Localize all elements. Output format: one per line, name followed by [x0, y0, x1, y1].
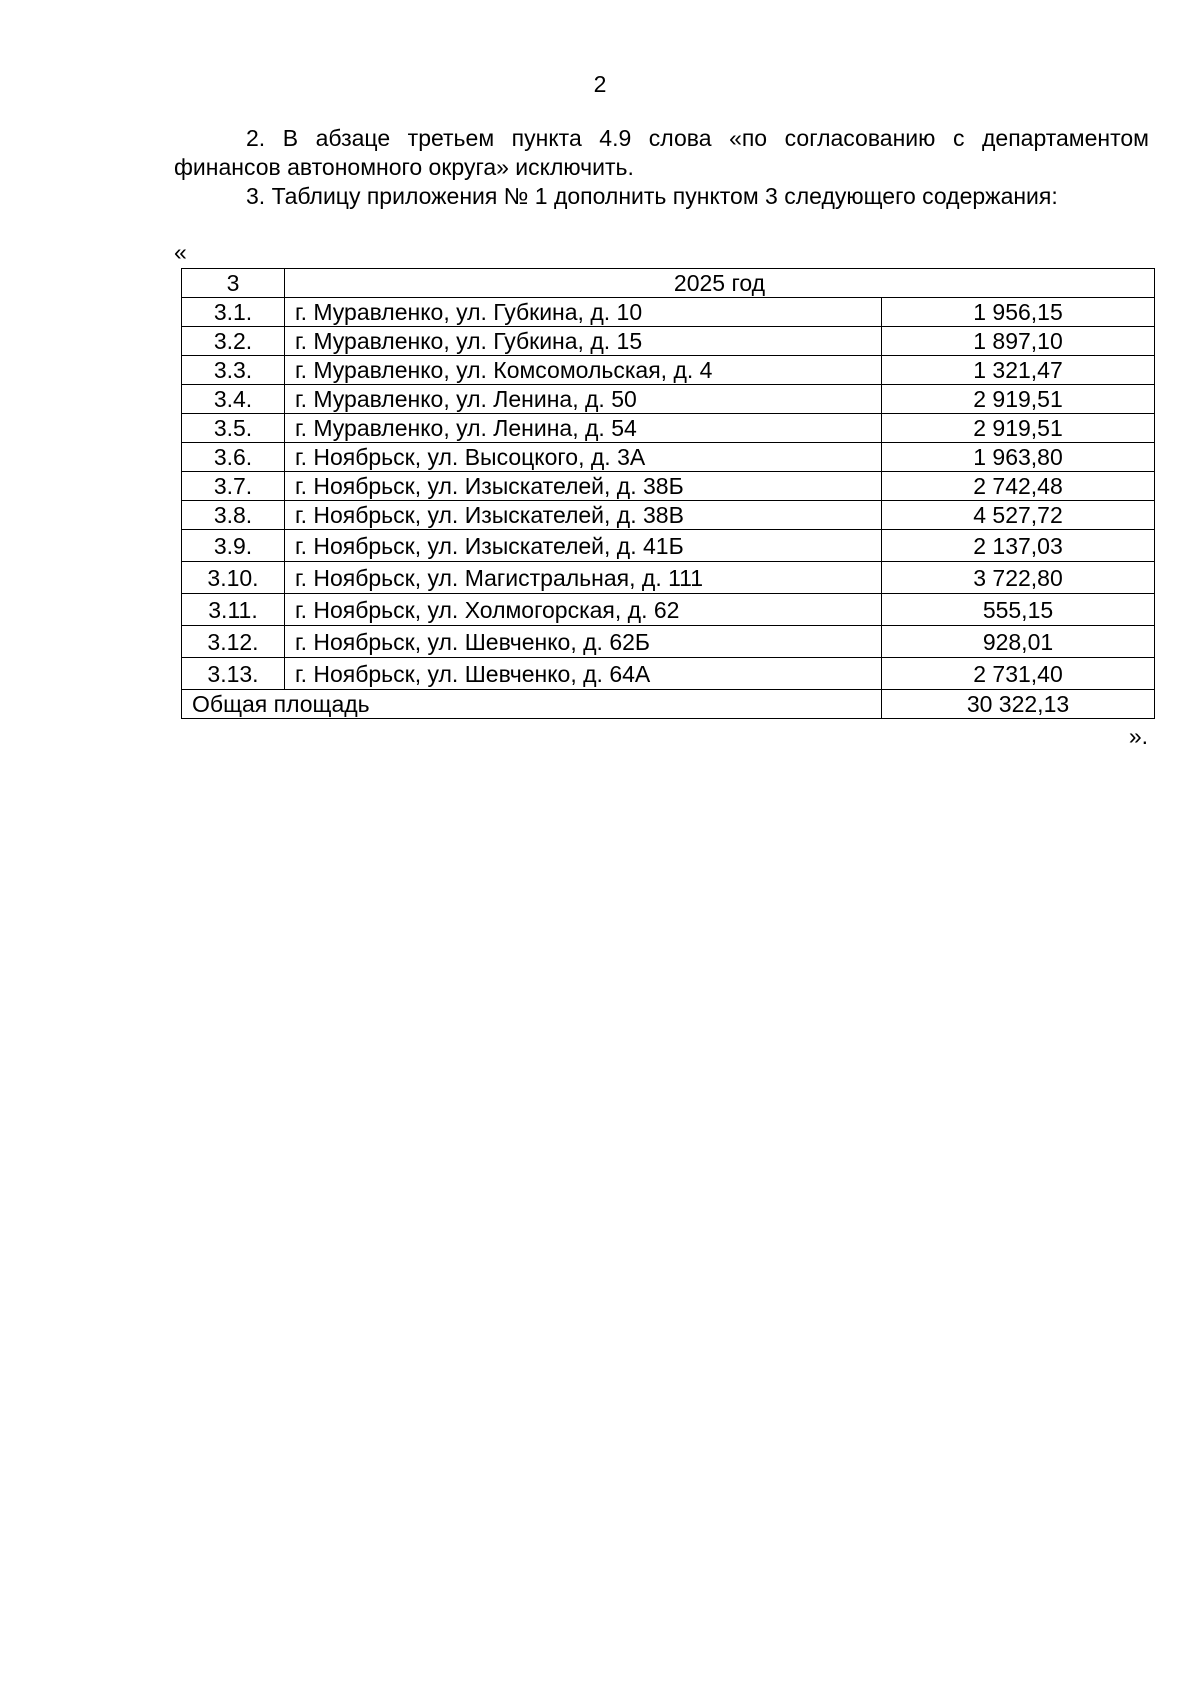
page-number: 2 [593, 71, 607, 97]
row-area-cell: 2 742,48 [882, 472, 1155, 501]
paragraph-2: 2. В абзаце третьем пункта 4.9 слова «по согласованию с департаментом финансов автономного округа» исключить. [174, 125, 1149, 180]
row-number-cell: 3.9. [182, 530, 285, 562]
row-area-cell: 928,01 [882, 626, 1155, 658]
row-area-cell: 2 731,40 [882, 658, 1155, 690]
row-number-cell: 3.12. [182, 626, 285, 658]
paragraph-3: 3. Таблицу приложения № 1 дополнить пунктом 3 следующего содержания: [246, 183, 1058, 209]
row-address-cell: г. Ноябрьск, ул. Магистральная, д. 111 [285, 562, 882, 594]
table-header-row [182, 269, 1155, 298]
row-area-cell: 2 919,51 [882, 414, 1155, 443]
total-label-cell: Общая площадь [182, 690, 882, 719]
table-total-row [182, 690, 1155, 719]
row-address-cell: г. Ноябрьск, ул. Высоцкого, д. 3А [285, 443, 882, 472]
table-row [182, 626, 1155, 658]
row-address-cell: г. Муравленко, ул. Комсомольская, д. 4 [285, 356, 882, 385]
opening-quote: « [174, 239, 187, 265]
row-area-cell: 1 897,10 [882, 327, 1155, 356]
table-row [182, 443, 1155, 472]
row-area-cell: 1 956,15 [882, 298, 1155, 327]
table-row [182, 658, 1155, 690]
table-row [182, 501, 1155, 530]
table-row [182, 385, 1155, 414]
row-number-cell: 3.13. [182, 658, 285, 690]
row-address-cell: г. Ноябрьск, ул. Холмогорская, д. 62 [285, 594, 882, 626]
row-number-cell: 3.6. [182, 443, 285, 472]
row-area-cell: 2 919,51 [882, 385, 1155, 414]
row-number-cell: 3.7. [182, 472, 285, 501]
row-number-cell: 3.2. [182, 327, 285, 356]
row-area-cell: 2 137,03 [882, 530, 1155, 562]
row-number-cell: 3.5. [182, 414, 285, 443]
table-row [182, 530, 1155, 562]
row-number-cell: 3.1. [182, 298, 285, 327]
row-area-cell: 1 963,80 [882, 443, 1155, 472]
row-number-cell: 3.11. [182, 594, 285, 626]
row-address-cell: г. Муравленко, ул. Ленина, д. 50 [285, 385, 882, 414]
row-area-cell: 4 527,72 [882, 501, 1155, 530]
row-number-cell: 3.8. [182, 501, 285, 530]
table-row [182, 298, 1155, 327]
table-row [182, 594, 1155, 626]
closing-quote: ». [1128, 723, 1148, 749]
row-address-cell: г. Ноябрьск, ул. Шевченко, д. 64А [285, 658, 882, 690]
total-area-cell: 30 322,13 [882, 690, 1155, 719]
table-row [182, 327, 1155, 356]
table-row [182, 562, 1155, 594]
row-address-cell: г. Ноябрьск, ул. Изыскателей, д. 38В [285, 501, 882, 530]
row-address-cell: г. Муравленко, ул. Губкина, д. 10 [285, 298, 882, 327]
row-address-cell: г. Ноябрьск, ул. Шевченко, д. 62Б [285, 626, 882, 658]
amendment-table [181, 268, 1155, 719]
row-number-cell: 3.10. [182, 562, 285, 594]
row-area-cell: 3 722,80 [882, 562, 1155, 594]
header-number-cell: 3 [182, 269, 285, 298]
row-address-cell: г. Ноябрьск, ул. Изыскателей, д. 38Б [285, 472, 882, 501]
row-address-cell: г. Муравленко, ул. Ленина, д. 54 [285, 414, 882, 443]
document-body [174, 124, 1149, 211]
row-number-cell: 3.3. [182, 356, 285, 385]
row-address-cell: г. Ноябрьск, ул. Изыскателей, д. 41Б [285, 530, 882, 562]
header-year-cell: 2025 год [285, 269, 1155, 298]
table-row [182, 356, 1155, 385]
row-number-cell: 3.4. [182, 385, 285, 414]
row-address-cell: г. Муравленко, ул. Губкина, д. 15 [285, 327, 882, 356]
table-body [182, 269, 1155, 719]
row-area-cell: 555,15 [882, 594, 1155, 626]
row-area-cell: 1 321,47 [882, 356, 1155, 385]
table-row [182, 414, 1155, 443]
table-row [182, 472, 1155, 501]
